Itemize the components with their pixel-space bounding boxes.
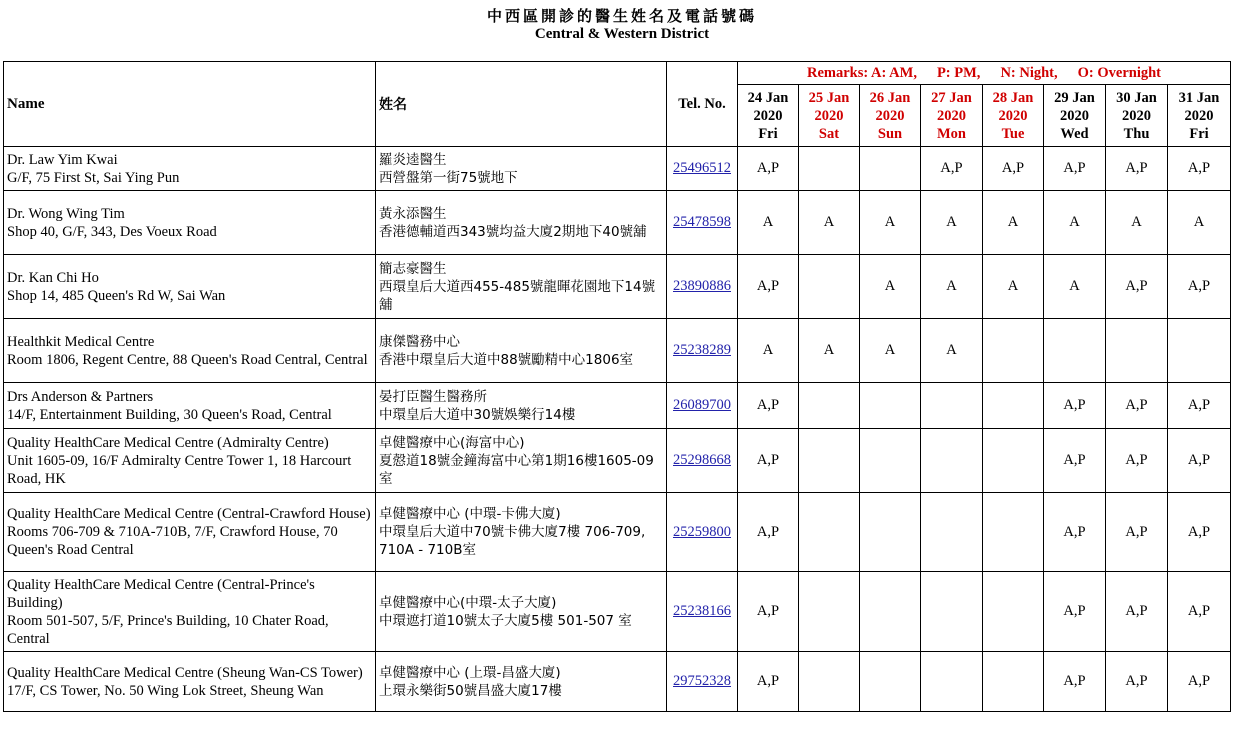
doctor-info-zh: [376, 493, 667, 572]
doctor-name-zh: 卓健醫療中心 (中環-卡佛大廈): [379, 506, 561, 522]
doctor-address-en: G/F, 75 First St, Sai Ying Pun: [7, 169, 180, 186]
doctor-address-en: Shop 40, G/F, 343, Des Voeux Road: [7, 223, 217, 240]
page-title-zh: 中西區開診的醫生姓名及電話號碼: [486, 7, 757, 25]
session-cell: [860, 429, 921, 493]
day-date: 28 Jan: [992, 89, 1034, 106]
doctor-address-en: Room 1806, Regent Centre, 88 Queen's Road Central, Central: [7, 351, 368, 368]
table-row: [4, 147, 1231, 191]
session-cell: A,P: [1044, 383, 1106, 429]
session-cell: [983, 652, 1044, 712]
session-cell: [983, 493, 1044, 572]
remarks-overnight: O: Overnight: [1077, 64, 1162, 81]
doctor-name-zh: 卓健醫療中心 (上環-昌盛大廈): [379, 664, 561, 681]
doctor-info-zh: [376, 383, 667, 429]
day-date: 30 Jan: [1116, 89, 1157, 106]
session-cell: A: [860, 319, 921, 383]
doctor-name-en: Quality HealthCare Medical Centre (Sheung Wan-CS Tower): [7, 664, 363, 681]
session-cell: A: [983, 255, 1044, 319]
tel-link[interactable]: 29752328: [673, 673, 731, 689]
session-cell: [921, 383, 983, 429]
table-row: [4, 255, 1231, 319]
session-cell: A: [1044, 255, 1106, 319]
doctor-address-en: Unit 1605-09, 16/F Admiralty Centre Tower 1, 18 Harcourt Road, HK: [7, 452, 352, 487]
doctor-name-en: Quality HealthCare Medical Centre (Central-Crawford House): [7, 506, 371, 522]
session-cell: A: [799, 191, 860, 255]
roster-body: [4, 147, 1231, 712]
day-header-7: [1168, 85, 1231, 147]
day-header-1: [799, 85, 860, 147]
doctor-name-en: Healthkit Medical Centre: [7, 333, 155, 350]
doctor-address-zh: 香港中環皇后大道中88號勵精中心1806室: [379, 351, 634, 368]
doctor-info-en: [4, 429, 376, 493]
session-cell: [799, 572, 860, 652]
session-cell: A,P: [1106, 429, 1168, 493]
tel-cell: [667, 255, 738, 319]
session-cell: A,P: [1106, 652, 1168, 712]
session-cell: A: [983, 191, 1044, 255]
session-cell: [799, 147, 860, 191]
day-date: 31 Jan: [1178, 89, 1220, 106]
session-cell: A,P: [738, 652, 799, 712]
session-cell: A,P: [921, 147, 983, 191]
session-cell: A: [921, 319, 983, 383]
session-cell: [983, 319, 1044, 383]
doctor-address-zh: 香港德輔道西343號均益大廈2期地下40號舖: [379, 223, 647, 240]
remarks-legend: [738, 62, 1231, 85]
doctor-info-en: [4, 191, 376, 255]
tel-cell: [667, 319, 738, 383]
day-year: 2020: [1122, 107, 1151, 124]
table-row: [4, 572, 1231, 652]
tel-link[interactable]: 25298668: [673, 452, 731, 468]
doctor-name-zh: 黃永添醫生: [379, 205, 447, 222]
remarks-pm: P: PM,: [936, 64, 981, 81]
day-dow: Wed: [1060, 125, 1089, 142]
session-cell: A,P: [1044, 493, 1106, 572]
doctor-address-en: Shop 14, 485 Queen's Rd W, Sai Wan: [7, 287, 226, 304]
tel-cell: [667, 147, 738, 191]
day-date: 29 Jan: [1054, 89, 1095, 106]
day-year: 2020: [875, 107, 905, 124]
session-cell: [799, 493, 860, 572]
session-cell: [860, 383, 921, 429]
day-date: 27 Jan: [931, 89, 972, 106]
day-year: 2020: [937, 107, 966, 124]
doctor-info-zh: [376, 652, 667, 712]
doctor-name-en: Quality HealthCare Medical Centre (Admiralty Centre): [7, 434, 329, 451]
page-header: [0, 0, 1244, 54]
doctor-address-zh: 西環皇后大道西455-485號龍暉花園地下14號舖: [379, 278, 656, 313]
session-cell: [1106, 319, 1168, 383]
day-header-2: [860, 85, 921, 147]
session-cell: A,P: [738, 429, 799, 493]
tel-cell: [667, 493, 738, 572]
session-cell: A,P: [1044, 429, 1106, 493]
day-dow: Thu: [1123, 125, 1150, 142]
tel-link[interactable]: 25478598: [673, 214, 731, 230]
table-row: [4, 319, 1231, 383]
session-cell: A,P: [1106, 493, 1168, 572]
doctor-address-en: Rooms 706-709 & 710A-710B, 7/F, Crawford House, 70 Queen's Road Central: [7, 524, 338, 558]
doctor-roster-table: [3, 61, 1231, 712]
table-row: [4, 652, 1231, 712]
session-cell: [799, 652, 860, 712]
session-cell: A: [1106, 191, 1168, 255]
day-dow: Fri: [1189, 125, 1209, 142]
session-cell: A,P: [738, 383, 799, 429]
session-cell: A,P: [1106, 255, 1168, 319]
table-row: [4, 429, 1231, 493]
day-dow: Sun: [877, 125, 903, 142]
session-cell: [860, 572, 921, 652]
tel-link[interactable]: 25496512: [673, 160, 731, 176]
day-year: 2020: [998, 107, 1028, 124]
session-cell: [799, 383, 860, 429]
session-cell: A,P: [738, 147, 799, 191]
day-dow: Sat: [818, 125, 840, 142]
doctor-address-zh: 中環遮打道10號太子大廈5樓 501-507 室: [379, 612, 632, 629]
table-row: [4, 191, 1231, 255]
session-cell: [921, 493, 983, 572]
doctor-info-en: [4, 147, 376, 191]
session-cell: [983, 572, 1044, 652]
session-cell: A,P: [1106, 147, 1168, 191]
session-cell: [921, 429, 983, 493]
session-cell: [860, 147, 921, 191]
session-cell: A: [738, 319, 799, 383]
doctor-info-en: [4, 493, 376, 572]
session-cell: [983, 383, 1044, 429]
doctor-info-zh: [376, 191, 667, 255]
day-header-3: [921, 85, 983, 147]
session-cell: A,P: [1106, 572, 1168, 652]
doctor-info-zh: [376, 147, 667, 191]
tel-cell: [667, 383, 738, 429]
day-year: 2020: [1060, 107, 1089, 124]
tel-link[interactable]: 26089700: [673, 397, 731, 413]
doctor-name-en: Dr. Wong Wing Tim: [7, 205, 125, 222]
session-cell: A,P: [738, 255, 799, 319]
doctor-address-en: 17/F, CS Tower, No. 50 Wing Lok Street, Sheung Wan: [7, 682, 324, 699]
tel-cell: [667, 429, 738, 493]
day-dow: Mon: [937, 125, 966, 142]
doctor-info-en: [4, 319, 376, 383]
session-cell: [799, 255, 860, 319]
remarks-am: Remarks: A: AM,: [807, 64, 917, 81]
doctor-name-en: Drs Anderson & Partners: [7, 388, 154, 405]
session-cell: A,P: [1168, 429, 1231, 493]
doctor-address-zh: 中環皇后大道中30號娛樂行14樓: [379, 406, 576, 423]
tel-cell: [667, 652, 738, 712]
tel-link[interactable]: 25238289: [673, 342, 731, 358]
doctor-address-zh: 上環永樂街50號昌盛大廈17樓: [379, 682, 562, 699]
session-cell: A,P: [1168, 493, 1231, 572]
session-cell: A,P: [1044, 652, 1106, 712]
day-year: 2020: [753, 107, 783, 124]
doctor-info-zh: [376, 572, 667, 652]
session-cell: [799, 429, 860, 493]
tel-cell: [667, 572, 738, 652]
session-cell: A: [1044, 191, 1106, 255]
doctor-name-en: Quality HealthCare Medical Centre (Central-Prince's Building): [7, 576, 315, 611]
day-header-0: [738, 85, 799, 147]
doctor-address-zh: 夏慤道18號金鐘海富中心第1期16樓1605-09室: [379, 452, 654, 487]
day-year: 2020: [1184, 107, 1214, 124]
day-header-4: [983, 85, 1044, 147]
doctor-info-en: [4, 652, 376, 712]
session-cell: A,P: [1168, 652, 1231, 712]
remarks-night: N: Night,: [1000, 64, 1058, 81]
session-cell: [860, 652, 921, 712]
doctor-address-en: 14/F, Entertainment Building, 30 Queen's Road, Central: [7, 406, 332, 423]
tel-link[interactable]: 23890886: [673, 278, 731, 294]
page-title-en: Central & Western District: [534, 26, 710, 42]
session-cell: A,P: [738, 493, 799, 572]
session-cell: A: [860, 191, 921, 255]
doctor-info-en: [4, 383, 376, 429]
header-row: [4, 62, 1231, 85]
day-date: 25 Jan: [808, 89, 850, 106]
session-cell: A: [921, 255, 983, 319]
column-header-name-zh: 姓名: [376, 62, 667, 147]
day-date: 24 Jan: [747, 89, 789, 106]
column-header-name: Name: [4, 62, 376, 147]
session-cell: [921, 652, 983, 712]
doctor-address-zh: 中環皇后大道中70號卡佛大廈7樓 706-709, 710A - 710B室: [379, 524, 646, 558]
session-cell: A,P: [738, 572, 799, 652]
doctor-name-zh: 晏打臣醫生醫務所: [379, 388, 487, 405]
session-cell: A: [860, 255, 921, 319]
day-date: 26 Jan: [869, 89, 911, 106]
session-cell: [860, 493, 921, 572]
day-year: 2020: [814, 107, 844, 124]
doctor-info-zh: [376, 319, 667, 383]
session-cell: [921, 572, 983, 652]
doctor-name-en: Dr. Kan Chi Ho: [7, 269, 99, 286]
session-cell: A,P: [1168, 255, 1231, 319]
session-cell: A: [738, 191, 799, 255]
doctor-info-en: [4, 572, 376, 652]
column-header-tel: Tel. No.: [667, 62, 738, 147]
session-cell: A,P: [1168, 147, 1231, 191]
day-dow: Tue: [1001, 125, 1025, 142]
doctor-address-zh: 西營盤第一街75號地下: [379, 169, 518, 186]
session-cell: A: [799, 319, 860, 383]
session-cell: [1168, 319, 1231, 383]
doctor-info-en: [4, 255, 376, 319]
session-cell: A,P: [1168, 383, 1231, 429]
day-header-5: [1044, 85, 1106, 147]
doctor-name-zh: 卓健醫療中心(中環-太子大廈): [379, 594, 557, 611]
doctor-info-zh: [376, 255, 667, 319]
session-cell: A,P: [983, 147, 1044, 191]
session-cell: A,P: [1106, 383, 1168, 429]
session-cell: A,P: [1044, 572, 1106, 652]
day-header-6: [1106, 85, 1168, 147]
tel-link[interactable]: 25238166: [673, 603, 731, 619]
table-row: [4, 493, 1231, 572]
doctor-name-zh: 康傑醫務中心: [379, 333, 460, 350]
doctor-info-zh: [376, 429, 667, 493]
doctor-name-en: Dr. Law Yim Kwai: [7, 151, 118, 168]
table-row: [4, 383, 1231, 429]
tel-cell: [667, 191, 738, 255]
doctor-name-zh: 羅炎逵醫生: [379, 151, 447, 168]
session-cell: [983, 429, 1044, 493]
doctor-address-en: Room 501-507, 5/F, Prince's Building, 10 Chater Road, Central: [7, 612, 329, 647]
session-cell: A,P: [1168, 572, 1231, 652]
session-cell: A,P: [1044, 147, 1106, 191]
tel-link[interactable]: 25259800: [673, 523, 731, 540]
day-dow: Fri: [758, 125, 778, 142]
session-cell: A: [1168, 191, 1231, 255]
doctor-name-zh: 簡志豪醫生: [379, 260, 447, 277]
session-cell: A: [921, 191, 983, 255]
session-cell: [1044, 319, 1106, 383]
doctor-name-zh: 卓健醫療中心(海富中心): [379, 434, 525, 451]
